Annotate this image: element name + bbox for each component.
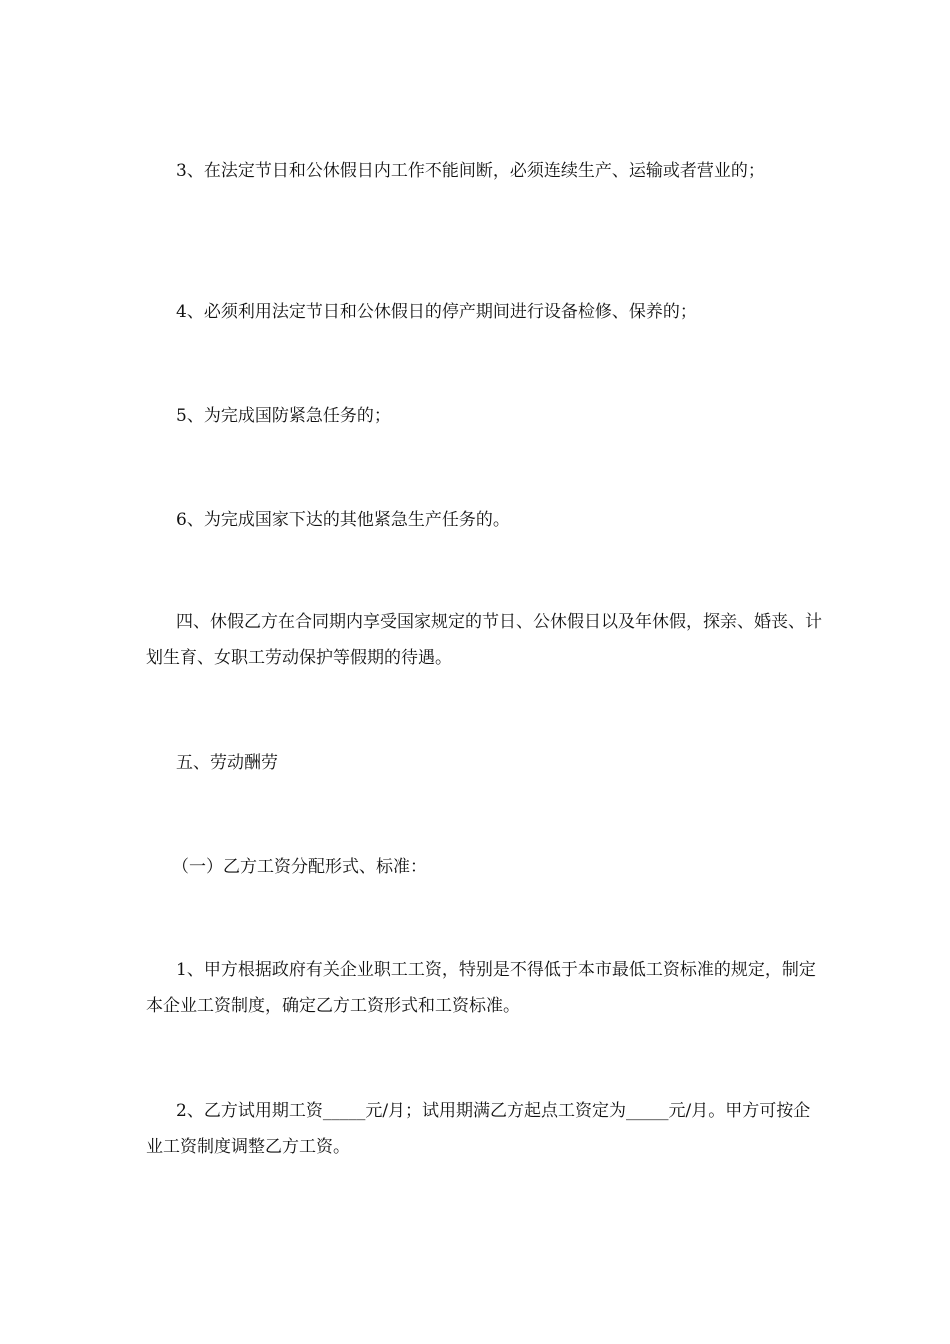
paragraph-item-6: 6、为完成国家下达的其他紧急生产任务的。 bbox=[176, 510, 510, 530]
subsection-heading-1-wage-form: （一）乙方工资分配形式、标准： bbox=[172, 857, 427, 877]
section-heading-5-remuneration: 五、劳动酬劳 bbox=[176, 753, 278, 773]
paragraph-item-4: 4、必须利用法定节日和公休假日的停产期间进行设备检修、保养的； bbox=[176, 302, 697, 322]
paragraph-wage-item-1: 1、甲方根据政府有关企业职工工资，特别是不得低于本市最低工资标准的规定，制定本企业工资制度，确定乙方工资形式和工资标准。 bbox=[146, 960, 816, 1016]
paragraph-section-4-holidays: 四、休假乙方在合同期内享受国家规定的节日、公休假日以及年休假，探亲、婚丧、计划生育、女职工劳动保护等假期的待遇。 bbox=[146, 612, 822, 668]
paragraph-item-3: 3、在法定节日和公休假日内工作不能间断，必须连续生产、运输或者营业的； bbox=[176, 161, 765, 181]
paragraph-wage-item-2: 2、乙方试用期工资_____元/月；试用期满乙方起点工资定为_____元/月。甲方可按企业工资制度调整乙方工资。 bbox=[146, 1101, 811, 1157]
paragraph-item-5: 5、为完成国防紧急任务的； bbox=[176, 406, 391, 426]
